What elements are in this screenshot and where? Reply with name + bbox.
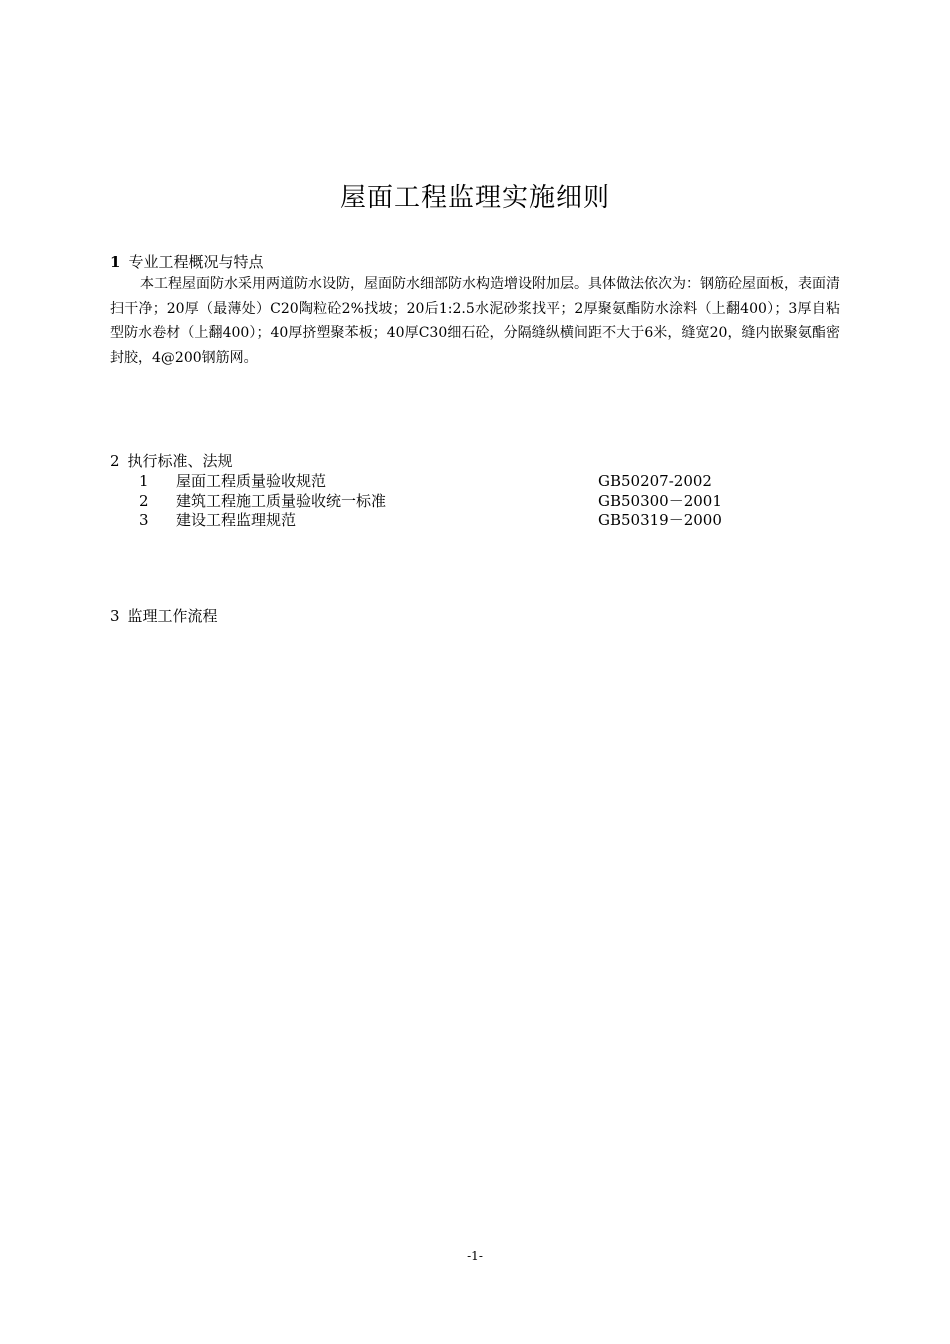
page-number: -1- xyxy=(467,1249,483,1263)
standard-row xyxy=(0,492,950,512)
standard-number: 2 xyxy=(139,491,149,510)
section-1-heading xyxy=(110,252,263,272)
section-2-number: 2 xyxy=(110,452,120,470)
standard-name: 屋面工程质量验收规范 xyxy=(176,472,327,490)
section-1-title: 专业工程概况与特点 xyxy=(128,253,264,271)
standard-name: 建筑工程施工质量验收统一标准 xyxy=(176,491,387,510)
standard-row xyxy=(0,511,950,531)
standard-code: GB50319－2000 xyxy=(598,511,722,529)
section-2-heading xyxy=(110,451,233,471)
standard-code: GB50300－2001 xyxy=(598,491,722,510)
standard-number: 1 xyxy=(139,472,149,490)
standard-number: 3 xyxy=(139,511,149,529)
paragraph-lead-text: 本工程屋面防水采用两道防水设防，屋面防水细部防水构造增设附加层 xyxy=(140,276,574,292)
standard-row xyxy=(0,472,950,492)
section-3-title: 监理工作流程 xyxy=(127,607,218,625)
section-3-heading xyxy=(110,606,218,626)
paragraph-body-text: 。具体做法依次为：钢筋砼屋面板，表面清扫干净；20厚（最薄处）C20陶粒砼2%找坡；20后1:2.5水泥砂浆找平；2厚聚氨酯防水涂料（上翻400）；3厚自粘型防水卷材（上翻400）；40厚挤塑聚苯板；40厚C30细石砼，分隔缝纵横间距不大于6米，缝宽20，缝内嵌聚氨酯密封胶，4@200钢筋网。 xyxy=(110,276,840,366)
standard-name: 建设工程监理规范 xyxy=(176,511,297,529)
section-1-number: 1 xyxy=(110,253,121,271)
standards-list xyxy=(0,472,950,531)
section-3-number: 3 xyxy=(110,607,120,625)
document-title: 屋面工程监理实施细则 xyxy=(339,183,610,213)
project-overview-paragraph xyxy=(110,272,840,370)
section-2-title: 执行标准、法规 xyxy=(127,452,233,470)
standard-code: GB50207-2002 xyxy=(598,472,712,490)
